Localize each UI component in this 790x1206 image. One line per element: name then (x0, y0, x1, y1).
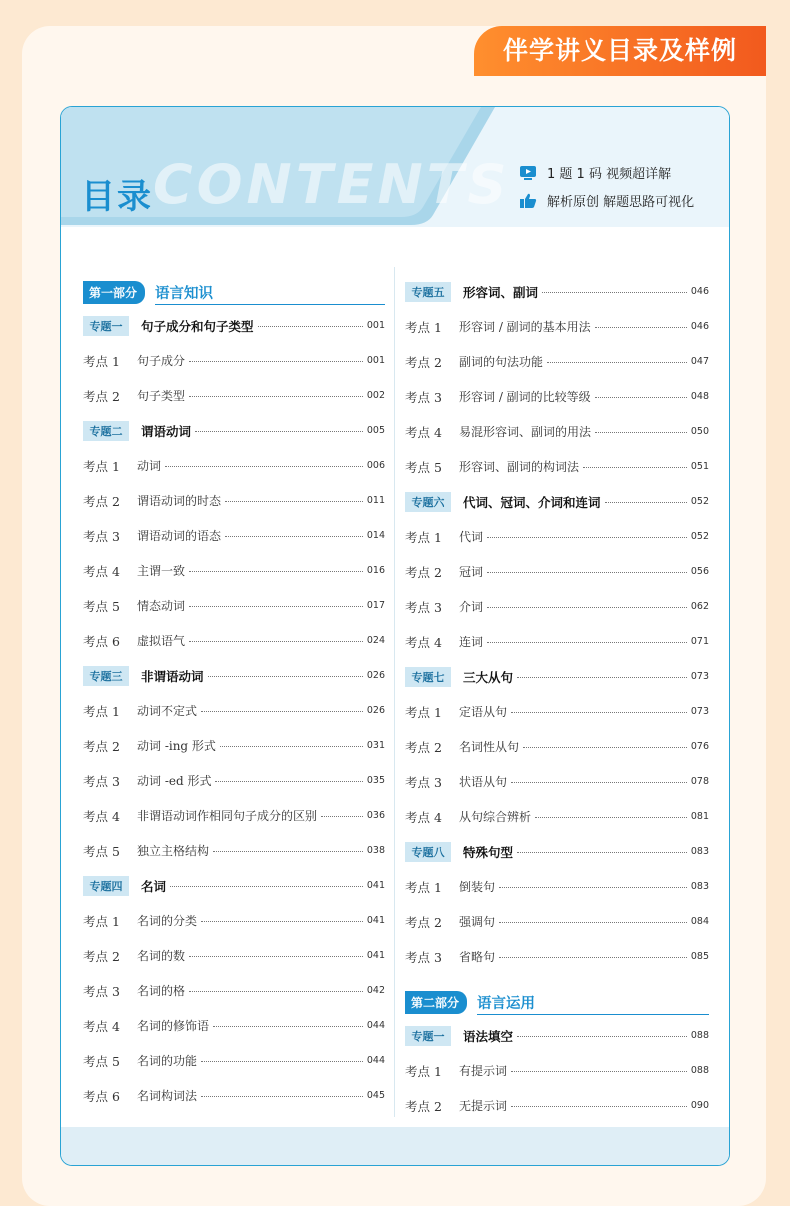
toc-point-row[interactable] (405, 379, 709, 414)
page-number: 036 (366, 810, 385, 821)
point-label: 考点 5 (405, 459, 442, 475)
point-label: 考点 3 (405, 949, 442, 965)
entry-title: 谓语动词的时态 (137, 494, 222, 508)
dot-leader (189, 641, 363, 642)
feature-video (519, 163, 671, 182)
page-number: 046 (690, 321, 709, 332)
dot-leader (487, 537, 687, 538)
entry-title: 形容词、副词 (463, 284, 539, 300)
toc-point-row[interactable] (83, 378, 385, 413)
page-number: 046 (690, 286, 709, 297)
page-number: 016 (366, 565, 385, 576)
entry-title: 动词 -ing 形式 (137, 739, 216, 753)
dot-leader (487, 572, 687, 573)
dot-leader (595, 397, 687, 398)
dot-leader (499, 957, 687, 958)
part-tag: 第一部分 (83, 281, 145, 304)
page-number: 085 (690, 951, 709, 962)
toc-topic-row[interactable] (405, 834, 709, 869)
dot-leader (195, 431, 363, 432)
entry-title: 名词的数 (137, 949, 186, 963)
entry-title: 易混形容词、副词的用法 (459, 425, 592, 439)
entry-title: 名词的功能 (137, 1054, 198, 1068)
entry-title: 有提示词 (459, 1064, 508, 1078)
right-toc-list (405, 274, 709, 974)
dot-leader (225, 501, 363, 502)
point-label: 考点 1 (83, 913, 120, 929)
entry-title: 名词 (141, 878, 167, 894)
entry-title: 无提示词 (459, 1099, 508, 1113)
toc-topic-row[interactable] (405, 1018, 709, 1053)
toc-point-row[interactable] (405, 414, 709, 449)
page-number: 073 (690, 671, 709, 682)
page-number: 062 (690, 601, 709, 612)
page-number: 076 (690, 741, 709, 752)
entry-title: 句子成分和句子类型 (141, 318, 254, 334)
part-heading (83, 274, 385, 304)
entry-title: 谓语动词 (141, 423, 192, 439)
page-number: 038 (366, 845, 385, 856)
toc-point-row[interactable] (83, 553, 385, 588)
page-number: 001 (366, 355, 385, 366)
point-label: 考点 3 (83, 528, 120, 544)
entry-title: 动词不定式 (137, 704, 198, 718)
dot-leader (517, 852, 687, 853)
topic-tag: 专题三 (83, 666, 129, 686)
entry-title: 三大从句 (463, 669, 514, 685)
column-divider (394, 267, 395, 1117)
dot-leader (511, 1106, 687, 1107)
point-label: 考点 2 (83, 388, 120, 404)
entry-title: 谓语动词的语态 (137, 529, 222, 543)
point-label: 考点 3 (83, 983, 120, 999)
toc-point-row[interactable] (405, 729, 709, 764)
point-label: 考点 2 (405, 739, 442, 755)
dot-leader (201, 1096, 363, 1097)
point-label: 考点 1 (405, 879, 442, 895)
point-label: 考点 4 (405, 634, 442, 650)
contents-page (60, 106, 730, 1166)
point-label: 考点 2 (405, 354, 442, 370)
toc-point-row[interactable] (405, 519, 709, 554)
toc-point-row[interactable] (405, 939, 709, 974)
dot-leader (499, 887, 687, 888)
point-label: 考点 5 (83, 598, 120, 614)
topic-tag: 专题五 (405, 282, 451, 302)
entry-title: 冠词 (459, 565, 484, 579)
toc-point-row[interactable] (83, 1078, 385, 1113)
point-label: 考点 2 (83, 948, 120, 964)
point-label: 考点 2 (83, 738, 120, 754)
page-number: 042 (366, 985, 385, 996)
point-label: 考点 3 (405, 774, 442, 790)
topic-tag: 专题二 (83, 421, 129, 441)
left-toc-list (83, 308, 385, 1113)
page-number: 052 (690, 531, 709, 542)
dot-leader (595, 327, 687, 328)
toc-point-row[interactable] (83, 343, 385, 378)
banner-title: 伴学讲义目录及样例 (474, 26, 766, 76)
dot-leader (189, 361, 363, 362)
dot-leader (511, 1071, 687, 1072)
contents-watermark: CONTENTS (153, 153, 511, 216)
page-number: 024 (366, 635, 385, 646)
dot-leader (213, 851, 363, 852)
toc-point-row[interactable] (405, 344, 709, 379)
page-number: 045 (366, 1090, 385, 1101)
toc-point-row[interactable] (83, 763, 385, 798)
page-number: 084 (690, 916, 709, 927)
dot-leader (189, 396, 363, 397)
page-number: 047 (690, 356, 709, 367)
part-name: 语言知识 (155, 286, 214, 302)
topic-tag: 专题七 (405, 667, 451, 687)
point-label: 考点 1 (405, 1063, 442, 1079)
dot-leader (487, 607, 687, 608)
right-column (405, 274, 709, 1123)
toc-point-row[interactable] (83, 448, 385, 483)
page-number: 005 (366, 425, 385, 436)
dot-leader (215, 781, 362, 782)
entry-title: 情态动词 (137, 599, 186, 613)
entry-title: 形容词、副词的构词法 (459, 460, 580, 474)
page-number: 041 (366, 950, 385, 961)
dot-leader (321, 816, 363, 817)
toc-point-row[interactable] (83, 1043, 385, 1078)
entry-title: 状语从句 (459, 775, 508, 789)
point-label: 考点 3 (405, 599, 442, 615)
entry-title: 名词的格 (137, 984, 186, 998)
toc-point-row[interactable] (83, 693, 385, 728)
dot-leader (189, 571, 363, 572)
point-label: 考点 1 (83, 353, 120, 369)
dot-leader (189, 991, 363, 992)
page-number: 017 (366, 600, 385, 611)
page-title: 目录 (81, 177, 153, 217)
toc-topic-row[interactable] (405, 484, 709, 519)
toc-point-row[interactable] (83, 728, 385, 763)
point-label: 考点 3 (83, 773, 120, 789)
dot-leader (225, 536, 363, 537)
entry-title: 名词构词法 (137, 1089, 198, 1103)
entry-title: 名词的修饰语 (137, 1019, 210, 1033)
toc-point-row[interactable] (83, 588, 385, 623)
entry-title: 强调句 (459, 915, 496, 929)
dot-leader (517, 677, 687, 678)
point-label: 考点 2 (405, 564, 442, 580)
point-label: 考点 5 (83, 1053, 120, 1069)
point-label: 考点 3 (405, 389, 442, 405)
dot-leader (189, 606, 363, 607)
page-number: 088 (690, 1065, 709, 1076)
entry-title: 定语从句 (459, 705, 508, 719)
topic-tag: 专题六 (405, 492, 451, 512)
dot-leader (165, 466, 363, 467)
dot-leader (583, 467, 687, 468)
entry-title: 副词的句法功能 (459, 355, 544, 369)
right-toc-list-2 (405, 1018, 709, 1123)
entry-title: 倒装句 (459, 880, 496, 894)
page-number: 078 (690, 776, 709, 787)
dot-leader (511, 782, 687, 783)
page-number: 088 (690, 1030, 709, 1041)
page-number: 002 (366, 390, 385, 401)
point-label: 考点 4 (83, 563, 120, 579)
toc-point-row[interactable] (83, 798, 385, 833)
toc-topic-row[interactable] (83, 308, 385, 343)
toc-point-row[interactable] (405, 554, 709, 589)
dot-leader (535, 817, 687, 818)
footer-band (61, 1127, 729, 1165)
page-number: 083 (690, 881, 709, 892)
dot-leader (208, 676, 363, 677)
thumbs-up-icon (519, 193, 537, 209)
page-number: 071 (690, 636, 709, 647)
toc-point-row[interactable] (405, 1088, 709, 1123)
entry-title: 连词 (459, 635, 484, 649)
page-number: 031 (366, 740, 385, 751)
point-label: 考点 5 (83, 843, 120, 859)
toc-point-row[interactable] (83, 833, 385, 868)
entry-title: 介词 (459, 600, 484, 614)
toc-point-row[interactable] (405, 904, 709, 939)
feature-original (519, 191, 694, 210)
page-number: 014 (366, 530, 385, 541)
page-number: 026 (366, 670, 385, 681)
toc-point-row[interactable] (405, 449, 709, 484)
point-label: 考点 1 (405, 704, 442, 720)
entry-title: 虚拟语气 (137, 634, 186, 648)
part-tag: 第二部分 (405, 991, 467, 1014)
toc-point-row[interactable] (83, 1008, 385, 1043)
toc-point-row[interactable] (405, 764, 709, 799)
topic-tag: 专题一 (83, 316, 129, 336)
point-label: 考点 4 (83, 808, 120, 824)
dot-leader (605, 502, 687, 503)
dot-leader (511, 712, 687, 713)
toc-point-row[interactable] (83, 623, 385, 658)
toc-point-row[interactable] (83, 938, 385, 973)
point-label: 考点 1 (405, 319, 442, 335)
page-number: 083 (690, 846, 709, 857)
video-screen-icon (519, 165, 537, 181)
page-number: 051 (690, 461, 709, 472)
dot-leader (499, 922, 687, 923)
page-number: 026 (366, 705, 385, 716)
toc-point-row[interactable] (83, 903, 385, 938)
part-name: 语言运用 (477, 996, 536, 1012)
page-number: 035 (366, 775, 385, 786)
toc-point-row[interactable] (405, 624, 709, 659)
dot-leader (201, 921, 363, 922)
dot-leader (220, 746, 363, 747)
entry-title: 句子成分 (137, 354, 186, 368)
entry-title: 特殊句型 (463, 844, 514, 860)
page-number: 090 (690, 1100, 709, 1111)
point-label: 考点 2 (405, 914, 442, 930)
dot-leader (517, 1036, 687, 1037)
dot-leader (523, 747, 687, 748)
toc-topic-row[interactable] (83, 868, 385, 903)
feature-video-text: 1 题 1 码 视频超详解 (547, 167, 672, 182)
page-number: 001 (366, 320, 385, 331)
page-number: 044 (366, 1020, 385, 1031)
page-number: 041 (366, 880, 385, 891)
entry-title: 非谓语动词作相同句子成分的区别 (137, 809, 318, 823)
topic-tag: 专题一 (405, 1026, 451, 1046)
dot-leader (189, 956, 363, 957)
dot-leader (170, 886, 363, 887)
point-label: 考点 2 (405, 1098, 442, 1114)
entry-title: 非谓语动词 (141, 668, 204, 684)
entry-title: 名词的分类 (137, 914, 198, 928)
dot-leader (542, 292, 687, 293)
left-column (83, 274, 385, 1113)
toc-point-row[interactable] (405, 1053, 709, 1088)
feature-original-text: 解析原创 解题思路可视化 (547, 195, 695, 210)
dot-leader (547, 362, 687, 363)
toc-topic-row[interactable] (405, 274, 709, 309)
page-number: 073 (690, 706, 709, 717)
toc-point-row[interactable] (83, 973, 385, 1008)
page-number: 056 (690, 566, 709, 577)
topic-tag: 专题八 (405, 842, 451, 862)
dot-leader (258, 326, 363, 327)
toc-point-row[interactable] (405, 869, 709, 904)
toc-point-row[interactable] (83, 483, 385, 518)
entry-title: 代词 (459, 530, 484, 544)
page-number: 011 (366, 495, 385, 506)
entry-title: 形容词 / 副词的基本用法 (459, 320, 591, 334)
page-number: 006 (366, 460, 385, 471)
page-number: 050 (690, 426, 709, 437)
entry-title: 语法填空 (463, 1028, 514, 1044)
entry-title: 主谓一致 (137, 564, 186, 578)
point-label: 考点 1 (405, 529, 442, 545)
topic-tag: 专题四 (83, 876, 129, 896)
entry-title: 代词、冠词、介词和连词 (463, 494, 601, 510)
entry-title: 独立主格结构 (137, 844, 210, 858)
toc-point-row[interactable] (405, 694, 709, 729)
page-number: 081 (690, 811, 709, 822)
dot-leader (201, 1061, 363, 1062)
page-number: 041 (366, 915, 385, 926)
entry-title: 动词 (137, 459, 162, 473)
point-label: 考点 6 (83, 633, 120, 649)
page-number: 044 (366, 1055, 385, 1066)
dot-leader (595, 432, 687, 433)
entry-title: 省略句 (459, 950, 496, 964)
point-label: 考点 1 (83, 703, 120, 719)
toc-topic-row[interactable] (405, 659, 709, 694)
dot-leader (213, 1026, 363, 1027)
part-heading-2 (405, 984, 709, 1014)
point-label: 考点 4 (405, 424, 442, 440)
entry-title: 名词性从句 (459, 740, 520, 754)
point-label: 考点 4 (83, 1018, 120, 1034)
toc-topic-row[interactable] (83, 413, 385, 448)
point-label: 考点 2 (83, 493, 120, 509)
dot-leader (201, 711, 363, 712)
entry-title: 形容词 / 副词的比较等级 (459, 390, 591, 404)
dot-leader (487, 642, 687, 643)
toc-point-row[interactable] (83, 518, 385, 553)
page-number: 048 (690, 391, 709, 402)
toc-point-row[interactable] (405, 799, 709, 834)
entry-title: 动词 -ed 形式 (137, 774, 212, 788)
entry-title: 句子类型 (137, 389, 186, 403)
toc-point-row[interactable] (405, 589, 709, 624)
page-number: 052 (690, 496, 709, 507)
toc-topic-row[interactable] (83, 658, 385, 693)
point-label: 考点 6 (83, 1088, 120, 1104)
toc-point-row[interactable] (405, 309, 709, 344)
point-label: 考点 4 (405, 809, 442, 825)
entry-title: 从句综合辨析 (459, 810, 532, 824)
point-label: 考点 1 (83, 458, 120, 474)
